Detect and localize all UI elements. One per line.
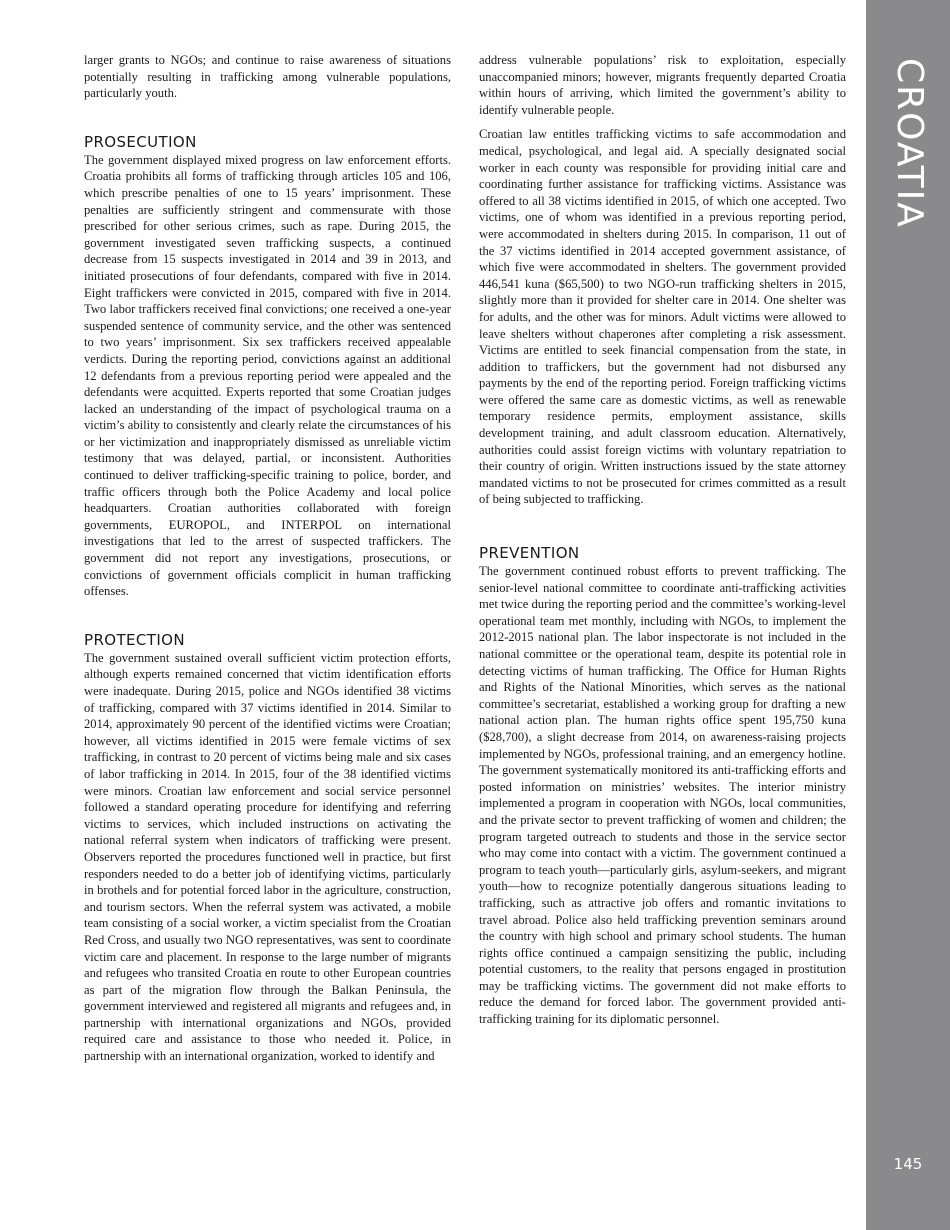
country-title: CROATIA: [889, 58, 930, 229]
prevention-heading: PREVENTION: [479, 544, 580, 563]
prosecution-paragraph: The government displayed mixed progress on law enforcement efforts. Croatia prohibits all forms of trafficking through articles 105 and 106, which prescribe penalties of one to 15 years’ imprisonment. These penalties are sufficiently stringent and commensurate with those prescribed for other serious crimes, such as rape. During 2015, the government investigated seven trafficking suspects, a continued decrease from 15 suspects investigated in 2014 and 39 in 2013, and initiated prosecutions of four defendants, compared with five in 2014. Eight traffickers were convicted in 2015, compared with five in 2014. Two labor traffickers received final convictions; one received a one-year suspended sentence of community service, and the other was sentenced to two years’ imprisonment. Six sex traffickers received appealable verdicts. During the reporting period, convictions against an additional 12 defendants from a previous reporting period were appealed and the defendants were acquitted. Experts reported that some Croatian judges lacked an understanding of the impact of psychological trauma on a victim’s ability to consistently and clearly relate the circumstances of his or her victimization and inappropriately dismissed as unreliable victim testimony that was delayed, partial, or inconsistent. Authorities continued to deliver trafficking-specific training to police, border, and traffic officers through both the Police Academy and local police headquarters. Croatian authorities collaborated with foreign governments, EUROPOL, and INTERPOL on international investigations that led to the arrest of suspected traffickers. The government did not report any investigations, prosecutions, or convictions of government officials complicit in human trafficking offenses.: [84, 152, 451, 599]
page-number: 145: [893, 1155, 923, 1173]
protection-paragraph: The government sustained overall sufficient victim protection efforts, although experts remained concerned that victim identification efforts were inadequate. During 2015, police and NGOs identified 38 victims of trafficking, compared with 37 victims identified in 2014. Similar to 2014, approximately 90 percent of the identified victims were Croatian; however, all victims identified in 2015 were female victims of sex trafficking, in contrast to 20 percent of victims being male and six cases of labor trafficking in 2014. In 2015, four of the 38 identified victims were minors. Croatian law enforcement and social service personnel followed a standard operating procedure for identifying and referring victims to services, which included instructions on activating the national referral system when indicators of trafficking were present. Observers reported the procedures functioned well in practice, but first responders needed to do a better job of identifying victims, particularly in brothels and for potential forced labor in the agriculture, construction, and tourism sectors. When the referral system was activated, a mobile team consisting of a social worker, a victim specialist from the Croatian Red Cross, and usually two NGO representatives, was sent to coordinate victim care and placement. In response to the large number of migrants and refugees who transited Croatia en route to other European countries as part of the migration flow through the Balkan Peninsula, the government interviewed and registered all migrants and refugees and, in partnership with international organizations and NGOs, provided required care and assistance to those who needed it. Police, in partnership with an international organization, worked to identify and: [84, 650, 451, 1064]
left-column: [84, 52, 451, 1073]
prosecution-heading: PROSECUTION: [84, 132, 197, 151]
right-column: [479, 52, 846, 1036]
intro-paragraph: larger grants to NGOs; and continue to raise awareness of situations potentially resulting in trafficking among vulnerable populations, particularly youth.: [84, 53, 451, 101]
protection-heading: PROTECTION: [84, 630, 186, 649]
prevention-paragraph: The government continued robust efforts to prevent trafficking. The senior-level national committee to coordinate anti-trafficking activities met twice during the reporting period and the committee’s working-level operational team met monthly, including with NGOs, to implement the 2012-2015 national plan. The labor inspectorate is not included in the national committee or the operational team, despite its potential role in detecting victims of human trafficking. The Office for Human Rights and Rights of the National Minorities, which serves as the national committee’s secretariat, established a working group for drafting a new national action plan. The human rights office spent 195,750 kuna ($28,700), a slight decrease from 2014, on awareness-raising projects implemented by NGOs, professional training, and an emergency hotline. The government systematically monitored its anti-trafficking efforts and posted information on ministries’ websites. The interior ministry implemented a program in cooperation with NGOs, local communities, and the private sector to prevent trafficking of women and children; the program targeted outreach to students and those in the service sector who may come into contact with a victim. The government continued a program to teach youth—particularly girls, asylum-seekers, and migrant youth—how to recognize potentially dangerous situations leading to trafficking, such as attractive job offers and romantic invitations to travel abroad. Police also held trafficking prevention seminars around the country with high school and primary school students. The human rights office continued a campaign sensitizing the public, including potential customers, to the reality that persons engaged in prostitution may be trafficking victims. The government did not make efforts to reduce the demand for forced labor. The government provided anti-trafficking training for its diplomatic personnel.: [479, 564, 846, 1027]
continuation-paragraph: address vulnerable populations’ risk to exploitation, especially unaccompanied minors; however, migrants frequently departed Croatia within hours of arriving, which limited the government’s ability to identify vulnerable people.: [479, 53, 846, 117]
protection-paragraph-2: Croatian law entitles trafficking victims to safe accommodation and medical, psychological, and legal aid. A specially designated social worker in each county was responsible for providing initial care and coordinating further assistance for trafficking victims. Assistance was offered to all 38 victims identified in 2015, of which one accepted. Two victims, one of whom was identified in a previous reporting period, were accommodated in shelters during 2015. In comparison, 11 out of the 37 victims identified in 2014 accepted government assistance, of which five were accommodated in shelters. The government provided 446,541 kuna ($65,500) to two NGO-run trafficking shelters in 2015, slightly more than it provided for shelter care in 2014. One shelter was for adults, and the other was for minors. Adult victims were allowed to leave shelters without chaperones after completing a risk assessment. Victims are entitled to seek financial compensation from the state, in addition to traffickers, but the government had not disbursed any payments by the end of the reporting period. Foreign trafficking victims were offered the same care as domestic victims, as well as renewable temporary residence permits, employment assistance, skills development training, and adult classroom education. Alternatively, authorities could assist foreign victims with voluntary repatriation to their country of origin. Written instructions issued by the state attorney mandated victims to not be prosecuted for crimes committed as a result of being subjected to trafficking.: [479, 127, 846, 507]
